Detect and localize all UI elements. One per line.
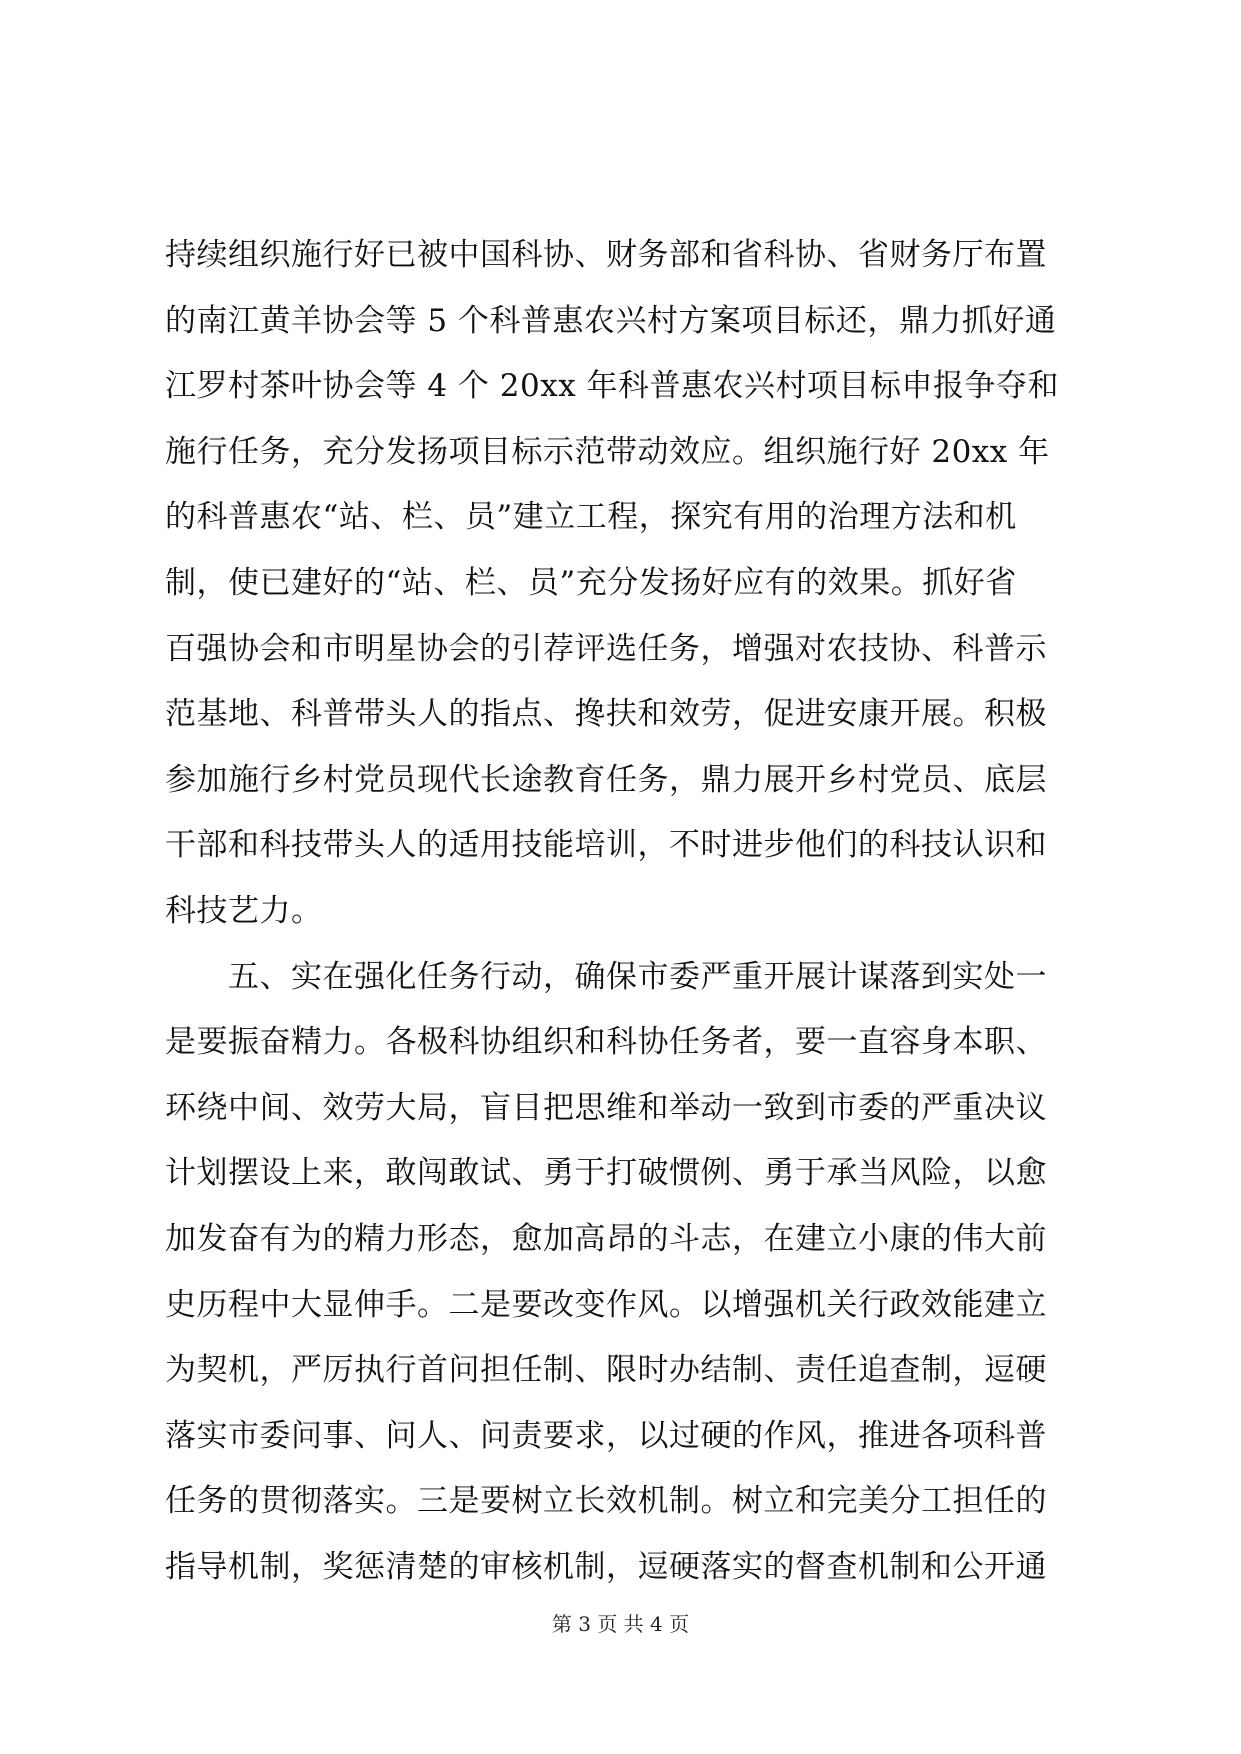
text-line: 指导机制，奖惩清楚的审核机制，逗硬落实的督查机制和公开通: [165, 1548, 1047, 1585]
text-line: 为契机，严厉执行首问担任制、限时办结制、责任追查制，逗硬: [165, 1352, 1047, 1389]
text-line: 施行任务，充分发扬项目标示范带动效应。组织施行好 20xx 年: [165, 433, 1050, 470]
text-line: 环绕中间、效劳大局，盲目把思维和举动一致到市委的严重决议: [165, 1089, 1047, 1126]
text-line: 计划摆设上来，敢闯敢试、勇于打破惯例、勇于承当风险，以愈: [165, 1155, 1047, 1192]
text-line: 百强协会和市明星协会的引荐评选任务，增强对农技协、科普示: [165, 630, 1047, 667]
body-text: [165, 223, 1085, 1600]
page-footer: 第 3 页 共 4 页: [551, 1612, 690, 1636]
text-line: 的科普惠农“站、栏、员”建立工程，探究有用的治理方法和机: [165, 499, 1017, 536]
text-line: 持续组织施行好已被中国科协、财务部和省科协、省财务厅布置: [165, 237, 1047, 273]
text-line: 史历程中大显伸手。二是要改变作风。以增强机关行政效能建立: [165, 1286, 1047, 1323]
text-line: 的南江黄羊协会等 5 个科普惠农兴村方案项目标还，鼎力抓好通: [165, 302, 1057, 339]
text-line: 是要振奋精力。各极科协组织和科协任务者，要一直容身本职、: [165, 1024, 1047, 1061]
text-line: 科技艺力。: [165, 892, 323, 929]
text-line: 五、实在强化任务行动，确保市委严重开展计谋落到实处一: [165, 958, 1047, 995]
text-line: 加发奋有为的精力形态，愈加高昂的斗志，在建立小康的伟大前: [165, 1220, 1047, 1257]
text-line: 落实市委问事、问人、问责要求，以过硬的作风，推进各项科普: [165, 1417, 1047, 1454]
text-line: 江罗村茶叶协会等 4 个 20xx 年科普惠农兴村项目标申报争夺和: [165, 368, 1060, 405]
text-line: 制，使已建好的“站、栏、员”充分发扬好应有的效果。抓好省: [165, 564, 1017, 601]
text-line: 干部和科技带头人的适用技能培训，不时进步他们的科技认识和: [165, 827, 1047, 864]
text-line: 参加施行乡村党员现代长途教育任务，鼎力展开乡村党员、底层: [165, 761, 1047, 798]
text-line: 任务的贯彻落实。三是要树立长效机制。树立和完美分工担任的: [165, 1483, 1047, 1520]
text-line: 范基地、科普带头人的指点、搀扶和效劳，促进安康开展。积极: [165, 696, 1047, 733]
